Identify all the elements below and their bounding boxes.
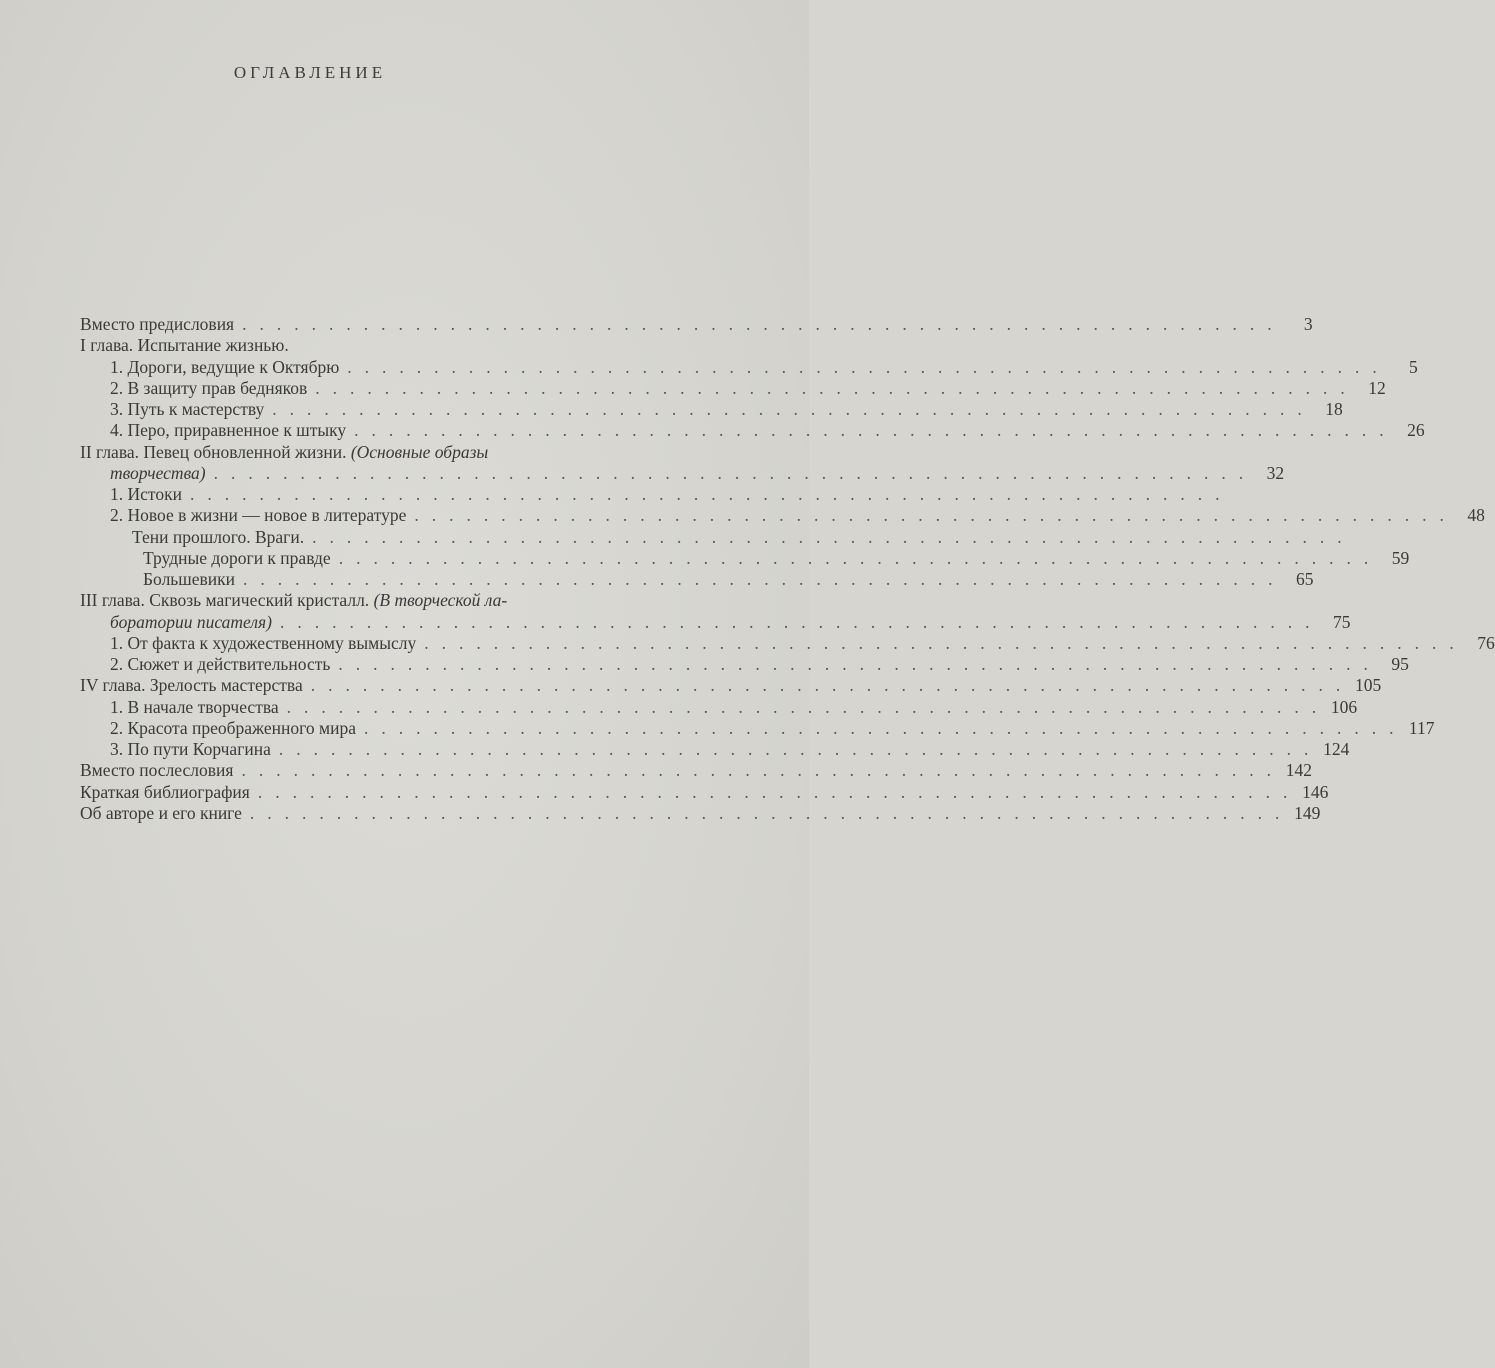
toc-entry-title: [110, 612, 272, 633]
dot-leader: ............................................................: [363, 717, 1407, 738]
toc-entry: [80, 442, 731, 463]
dot-leader: ............................................................: [354, 420, 1397, 441]
dot-leader: ............................................................: [338, 654, 1381, 674]
toc-entry-page: 76: [1477, 632, 1495, 653]
toc-entry: [80, 739, 1350, 760]
toc-entry-title: [110, 484, 182, 505]
dot-leader: ............................................................: [286, 696, 1330, 717]
dot-leader: ............................................................: [315, 377, 1358, 398]
toc-entry-title: [143, 569, 235, 590]
toc-entry: [80, 526, 1355, 548]
toc-entry-title: [110, 505, 406, 526]
dot-leader: ............................................................: [243, 569, 1286, 589]
toc-entry-title: [80, 782, 250, 803]
toc-entry-title: [143, 548, 331, 569]
toc-entry-text: 2. Красота преображенного мира: [110, 717, 356, 738]
toc-entry-page-empty: [1355, 527, 1383, 548]
toc-entry: [80, 484, 1233, 505]
toc-entry-page: 95: [1391, 654, 1409, 674]
toc-entry: [80, 462, 1285, 484]
toc-entry-text: II глава. Певец обновленной жизни.: [80, 441, 347, 462]
toc-entry-page-empty: [1232, 484, 1260, 505]
toc-entry: [80, 760, 1312, 781]
toc-entry-title: [80, 590, 507, 611]
toc-entry-page: 117: [1408, 717, 1435, 738]
toc-entry-page: 106: [1330, 696, 1358, 717]
toc-entry-text: Об авторе и его книге: [80, 802, 242, 823]
toc-entry: [80, 335, 731, 356]
toc-entry-page: 124: [1323, 739, 1350, 759]
toc-entry-page: 26: [1407, 420, 1425, 441]
toc-entry-subtitle: (В творческой ла-: [373, 590, 508, 611]
toc-entry-title: [80, 803, 242, 824]
dot-leader: ............................................................: [241, 760, 1284, 781]
toc-entry: [80, 505, 1485, 526]
toc-entry-title: [80, 314, 234, 335]
toc-entry: [80, 314, 1313, 335]
toc-entry: [80, 717, 1435, 739]
toc-entry-title: [132, 527, 304, 548]
dot-leader: ............................................................: [278, 739, 1322, 759]
dot-leader: ............................................................: [257, 781, 1301, 802]
toc-entry-text: 2. Новое в жизни — новое в литературе: [110, 505, 407, 526]
toc-entry-text: I глава. Испытание жизнью.: [80, 335, 289, 356]
toc-entry-title: [110, 420, 346, 441]
toc-entry-page: 146: [1302, 781, 1329, 802]
toc-entry-page: 5: [1409, 356, 1418, 377]
page-title: ОГЛАВЛЕНИЕ: [233, 63, 387, 82]
toc-entry-text: Большевики: [143, 569, 236, 589]
toc-entry-text: 2. В защиту прав бедняков: [110, 377, 308, 398]
toc-entry: [80, 547, 1410, 569]
table-of-contents: [80, 314, 1495, 824]
dot-leader: ............................................................: [347, 356, 1390, 377]
dot-leader: ............................................................: [272, 399, 1315, 419]
toc-entry: [80, 590, 731, 611]
dot-leader: ............................................................: [213, 462, 1257, 483]
toc-entry: [80, 802, 1321, 824]
toc-entry-title: [80, 335, 289, 356]
dot-leader: ............................................................: [414, 505, 1457, 526]
toc-entry-text: 3. Путь к мастерству: [110, 399, 265, 419]
toc-entry-title: [80, 675, 303, 696]
toc-entry-text: 1. От факта к художественному вымыслу: [110, 632, 417, 653]
toc-entry-page: 105: [1354, 675, 1382, 696]
toc-entry-subtitle: боратории писателя): [110, 611, 272, 632]
toc-entry-page: 65: [1296, 569, 1314, 589]
toc-entry: [80, 356, 1418, 378]
dot-leader: ............................................................: [310, 675, 1354, 696]
toc-entry-title: [110, 463, 206, 484]
dot-leader: ............................................................: [338, 547, 1382, 568]
toc-entry-title: [110, 633, 416, 654]
toc-entry: [80, 611, 1351, 633]
toc-entry-page: 149: [1294, 802, 1321, 823]
toc-entry-page: 18: [1325, 399, 1343, 419]
toc-entry-subtitle: творчества): [110, 462, 206, 483]
toc-entry-text: Вместо предисловия: [80, 314, 235, 334]
toc-entry-title: [110, 399, 264, 420]
toc-entry-page: 59: [1391, 547, 1410, 568]
toc-entry-title: [110, 654, 330, 675]
toc-entry-title: [110, 739, 271, 760]
toc-entry-text: Трудные дороги к правде: [143, 547, 331, 568]
dot-leader: ............................................................: [312, 526, 1355, 547]
toc-entry-text: 1. Истоки: [110, 484, 182, 504]
toc-entry-text: Вместо послесловия: [80, 760, 234, 781]
toc-entry-page: 32: [1266, 462, 1285, 483]
toc-entry-text: 3. По пути Корчагина: [110, 739, 271, 759]
toc-entry: [80, 632, 1495, 654]
dot-leader: ............................................................: [242, 314, 1285, 334]
toc-entry-page: 48: [1467, 505, 1485, 526]
toc-entry-text: III глава. Сквозь магический кристалл.: [80, 590, 370, 611]
toc-entry-title: [110, 718, 356, 739]
toc-entry: [80, 377, 1386, 399]
toc-entry: [80, 420, 1425, 441]
toc-entry-text: 2. Сюжет и действительность: [110, 654, 331, 674]
dot-leader: ............................................................: [189, 484, 1233, 504]
toc-entry-text: Краткая библиография: [80, 781, 250, 802]
toc-entry-text: 1. Дороги, ведущие к Октябрю: [110, 356, 340, 377]
toc-entry-page: 3: [1303, 314, 1313, 334]
toc-entry-page: 142: [1285, 760, 1312, 781]
toc-entry-title: [80, 760, 233, 781]
toc-entry: [80, 781, 1329, 803]
toc-entry-subtitle: (Основные образы: [350, 441, 489, 462]
toc-entry: [80, 569, 1314, 590]
dot-leader: ............................................................: [424, 632, 1467, 653]
toc-entry-title: [110, 378, 307, 399]
dot-leader: ............................................................: [249, 802, 1293, 823]
toc-entry-title: [80, 442, 488, 463]
toc-entry-text: 1. В начале творчества: [110, 696, 279, 717]
toc-entry-title: [110, 697, 279, 718]
dot-leader: ............................................................: [279, 611, 1323, 632]
toc-entry: [80, 399, 1343, 420]
toc-entry-text: 4. Перо, приравненное к штыку: [110, 420, 347, 441]
toc-entry: [80, 675, 1382, 696]
toc-entry: [80, 696, 1358, 718]
toc-entry-page: 12: [1368, 377, 1386, 398]
toc-entry-page: 75: [1332, 611, 1351, 632]
toc-entry-text: Тени прошлого. Враги.: [132, 526, 305, 547]
toc-entry-title: [110, 357, 339, 378]
toc-entry-text: IV глава. Зрелость мастерства: [80, 675, 303, 696]
toc-entry: [80, 654, 1409, 675]
